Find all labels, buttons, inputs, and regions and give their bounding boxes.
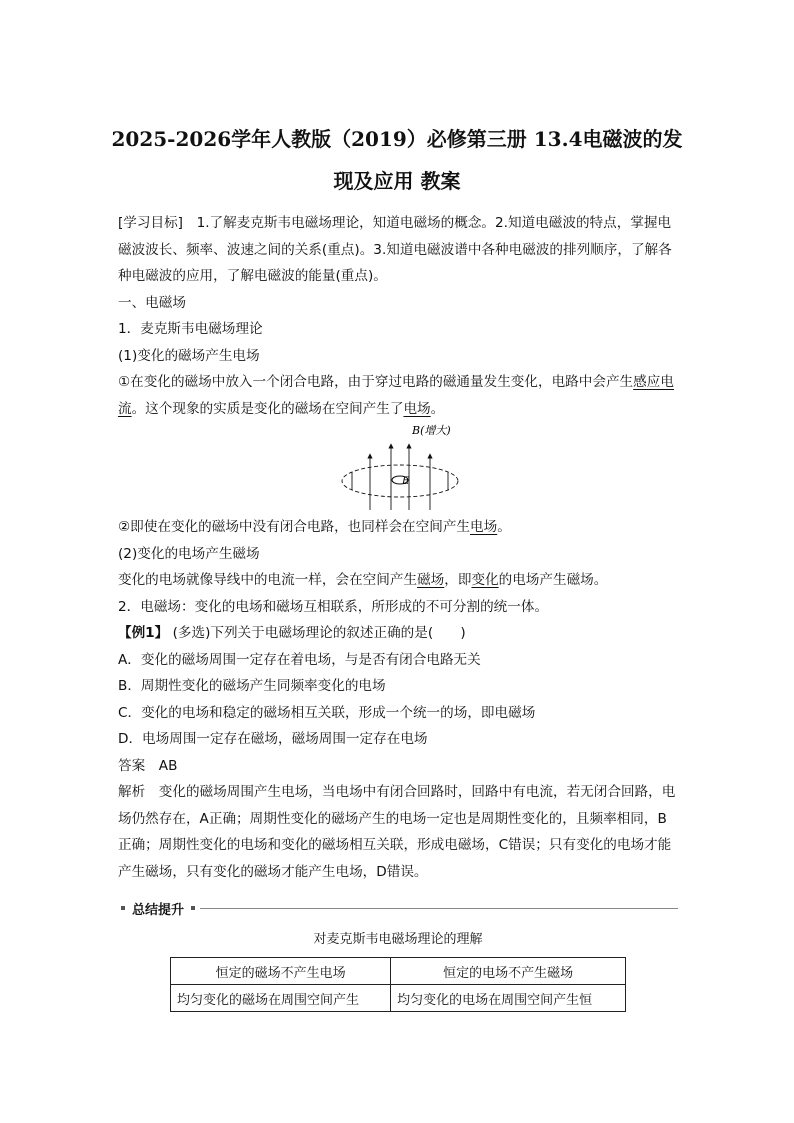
subsection-point-1: (1)变化的磁场产生电场 [118,347,260,364]
learning-objectives: [学习目标] 1.了解麦克斯韦电磁场理论，知道电磁场的概念。2.知道电磁波的特点，掌握电磁波波长、频率、波速之间的关系(重点)。3.知道电磁波谱中各种电磁波的排列顺序，了解各种电磁波的应用，了解电磁波的能量(重点)。 [118,215,672,284]
option-d: D．电场周围一定存在磁场，磁场周围一定存在电场 [118,731,428,747]
paragraph-1: ①在变化的磁场中放入一个闭合电路，由于穿过电路的磁通量发生变化，电路中会产生感应电流。这个现象的实质是变化的磁场在空间产生了电场。 [118,374,674,417]
example-tag: 【例1】 [118,625,169,641]
subsection-point-2: (2)变化的电场产生磁场 [118,545,260,562]
divider-line [200,908,678,909]
analysis: 解析 变化的磁场周围产生电场，当电场中有闭合回路时，回路中有电流，若无闭合回路，电场仍然存在，A正确；周期性变化的磁场产生的电场一定也是周期性变化的，且频率相同，B正确；周期性变化的电场和变化的磁场相互关联，形成电磁场，C错误；只有变化的电场才能产生磁场，只有变化的磁场才能产生电场，D错误。 [118,784,676,880]
table-title: 对麦克斯韦电磁场理论的理解 [313,932,483,947]
label-e: E [402,476,410,487]
title-line-2: 现及应用 教案 [333,169,461,193]
divider-square-icon [191,906,195,910]
subsection-heading: 1．麦克斯韦电磁场理论 [118,321,263,337]
page-title [110,118,684,202]
field-diagram [340,422,480,514]
underlined-answer: 变化 [471,572,499,588]
table-header-row [171,958,626,985]
table-row [171,985,626,1012]
paragraph-4: 2．电磁场：变化的电场和磁场互相联系，所形成的不可分割的统一体。 [118,598,549,615]
paragraph-3: 变化的电场就像导线中的电流一样，会在空间产生磁场，即变化的电场产生磁场。 [118,572,608,588]
section-heading: 一、电磁场 [118,294,186,311]
summary-label: 总结提升 [132,902,185,918]
example-stem: 【例1】 (多选)下列关于电磁场理论的叙述正确的是( ) [118,625,466,641]
paragraph-2: ②即使在变化的磁场中没有闭合电路，也同样会在空间产生电场。 [118,519,511,535]
underlined-answer: 感应电流 [118,374,674,417]
answer: 答案 AB [118,757,178,774]
summary-divider [118,896,678,920]
table-header-cell: 恒定的磁场不产生电场 [171,958,391,985]
option-c: C．变化的电场和稳定的磁场相互关联，形成一个统一的场，即电磁场 [118,704,536,721]
divider-square-icon [121,906,125,910]
underlined-answer: 电场 [470,519,498,535]
document-body [118,210,678,885]
option-a: A．变化的磁场周围一定存在着电场，与是否有闭合电路无关 [118,651,481,668]
outer-dashed-loop [342,465,458,497]
summary-table [170,957,626,1012]
table-cell: 均匀变化的电场在周围空间产生恒 [391,985,626,1012]
magnetic-field-figure [118,422,678,514]
underlined-answer: 磁场 [417,572,445,588]
table-cell: 均匀变化的磁场在周围空间产生 [171,985,391,1012]
label-b: B(增大) [412,424,451,437]
option-b: B．周期性变化的磁场产生同频率变化的电场 [118,678,386,694]
underlined-answer: 电场 [403,400,431,417]
table-header-cell: 恒定的电场不产生磁场 [391,958,626,985]
title-line-1: 2025-2026学年人教版（2019）必修第三册 13.4电磁波的发 [111,127,683,151]
